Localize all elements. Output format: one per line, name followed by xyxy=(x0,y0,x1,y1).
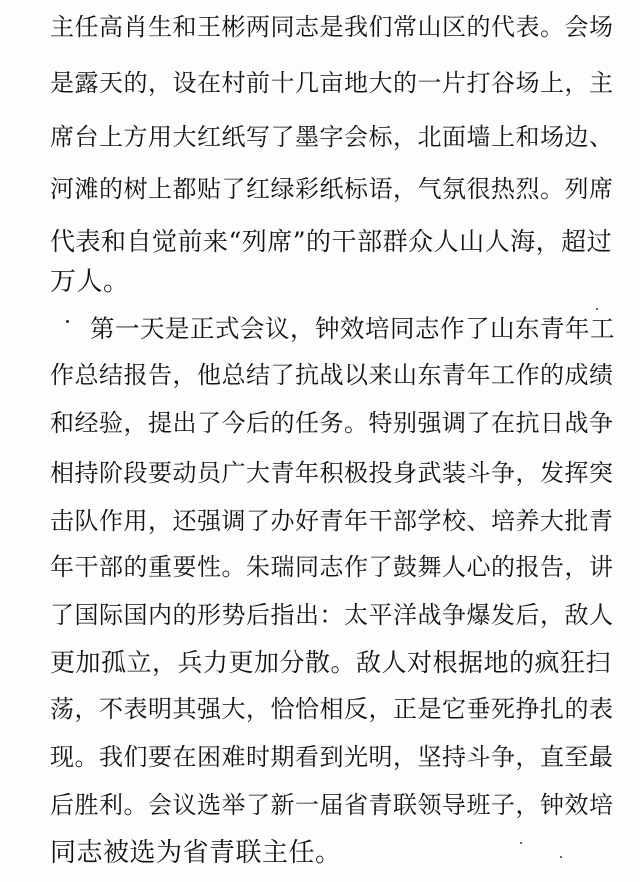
text-line: 荡，不表明其强大，恰恰相反，正是它垂死挣扎的表 xyxy=(50,695,614,723)
text-line: 第一天是正式会议，钟效培同志作了山东青年工 xyxy=(90,314,615,343)
scan-speck xyxy=(560,856,562,858)
text-line: 河滩的树上都贴了红绿彩纸标语，气氛很热烈。列席 xyxy=(50,175,614,203)
text-line: 相持阶段要动员广大青年积极投身武装斗争，发挥突 xyxy=(50,459,614,487)
scan-speck xyxy=(66,320,69,323)
text-line: 现。我们要在困难时期看到光明，坚持斗争，直至最 xyxy=(50,743,614,771)
text-line: 席台上方用大红纸写了墨字会标，北面墙上和场边、 xyxy=(50,123,614,151)
text-line: 更加孤立，兵力更加分散。敌人对根据地的疯狂扫 xyxy=(50,648,612,677)
scan-speck xyxy=(520,842,522,844)
text-line: 是露天的，设在村前十几亩地大的一片打谷场上，主 xyxy=(50,69,614,97)
scan-speck xyxy=(596,308,598,310)
text-line: 了国际国内的形势后指出：太平洋战争爆发后，敌人 xyxy=(50,601,614,629)
text-line: 后胜利。会议选举了新一届省青联领导班子，钟效培 xyxy=(50,791,614,819)
text-line: 和经验，提出了今后的任务。特别强调了在抗日战争 xyxy=(50,409,614,437)
text-line: 击队作用，还强调了办好青年干部学校、培养大批青 xyxy=(50,507,614,535)
text-line: 代表和自觉前来“列席”的干部群众人山人海，超过 xyxy=(50,227,613,256)
text-line: 年干部的重要性。朱瑞同志作了鼓舞人心的报告，讲 xyxy=(50,553,614,581)
text-line: 作总结报告，他总结了抗战以来山东青年工作的成绩 xyxy=(50,361,614,389)
text-line: 主任高肖生和王彬两同志是我们常山区的代表。会场 xyxy=(50,13,614,41)
text-line: 万人。 xyxy=(50,267,130,297)
text-line: 同志被选为省青联主任。 xyxy=(50,838,342,868)
